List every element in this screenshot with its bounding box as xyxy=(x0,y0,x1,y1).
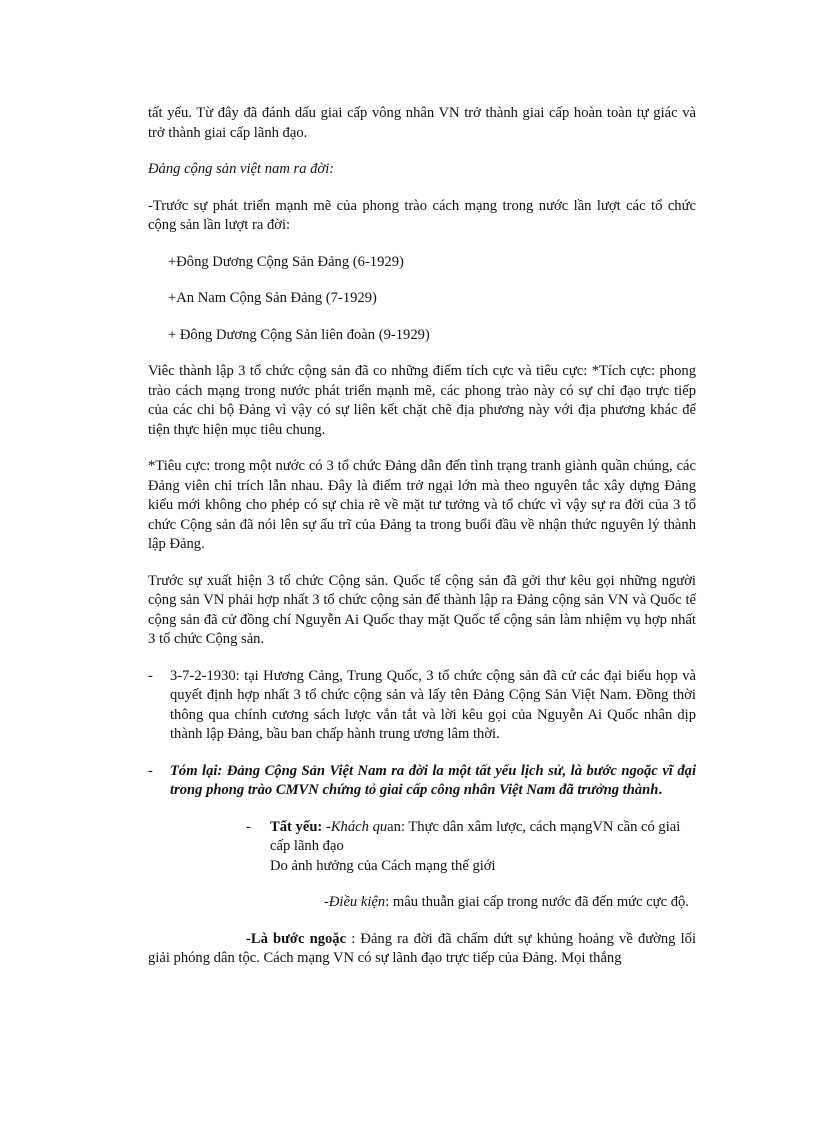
bullet-dash: - xyxy=(148,667,153,684)
sub-bullet-text xyxy=(270,818,696,877)
world-influence: Do ảnh hưởng của Cách mạng thế giới xyxy=(270,857,496,874)
bullet-summary xyxy=(148,762,696,801)
turning-point-label: -Là bước ngoặc xyxy=(246,930,347,947)
objective-label: -Khách qu xyxy=(325,818,388,835)
condition-label: -Điều kiện xyxy=(324,894,386,910)
objective-text: an: Thực dân xâm lược, cách mạngVN cần có giai cấp lãnh đạo xyxy=(270,818,681,854)
bullet-founding-text: 3-7-2-1930: tại Hương Cảng, Trung Quốc, 3 tổ chức cộng sản đã cử các đại biểu họp và quyết định hợp nhất 3 tổ chức cộng sản và lấy tên Đảng Cộng Sản Việt Nam. Đồng thời thông qua chính cương sách lược vắn tắt và lời kêu gọi của Nguyễn Ai Quốc nhân dịp thành lập Đảng, bầu ban chấp hành trung ương lâm thời. xyxy=(170,667,696,742)
paragraph-condition xyxy=(148,893,696,913)
org-item-1: +Đông Dương Cộng Sản Đảng (6-1929) xyxy=(168,253,404,270)
sub-bullet-necessity xyxy=(246,818,696,877)
condition-text: : mâu thuẫn giai cấp trong nước đã đến mức cực độ. xyxy=(385,894,689,910)
paragraph-orgs-intro: -Trước sự phát triển mạnh mẽ của phong trào cách mạng trong nước lần lượt các tổ chức cộng sản lần lượt ra đời: xyxy=(148,197,696,233)
org-item-3: + Đông Dương Cộng Sản liên đoàn (9-1929) xyxy=(168,326,430,343)
paragraph-intro: tất yếu. Từ đây đã đánh dấu giai cấp vông nhân VN trở thành giai cấp hoàn toàn tự giác và trở thành giai cấp lãnh đạo. xyxy=(148,105,696,141)
turning-point-text: : Đảng ra đời đã chấm dứt sự khủng hoảng về đường lối giải phóng dân tộc. Cách mạng VN có sự lãnh đạo trực tiếp của Đảng. Mọi thắng xyxy=(148,930,697,966)
paragraph-turning-point xyxy=(148,930,696,969)
org-item-2: +An Nam Cộng Sản Đảng (7-1929) xyxy=(168,290,377,306)
document-page xyxy=(148,104,696,969)
summary-end: . xyxy=(658,782,663,798)
paragraph-negative: *Tiêu cực: trong một nước có 3 tổ chức Đảng dẫn đến tình trạng tranh giành quần chúng, các Đảng viên chỉ trích lẫn nhau. Đây là điểm trở ngại lớn mà theo nguyên tắc xây dựng Đảng kiểu mới không cho phép có sự chia rẽ về mặt tư tưởng và tổ chức vì vậy sự ra đời của 3 tổ chức Cộng sản đã nói lên sự ấu trĩ của Đảng ta trong buổi đầu về nhận thức nguyên lý thành lập Đảng. xyxy=(148,458,696,552)
necessity-label: Tất yếu: xyxy=(270,818,323,835)
paragraph-comintern: Trước sự xuất hiện 3 tổ chức Cộng sản. Quốc tế cộng sản đã gởi thư kêu gọi những người cộng sản VN phải hợp nhất 3 tổ chức cộng sản để thành lập ra Đảng cộng sản VN và Quốc tế cộng sản đã cử đồng chí Nguyễn Ai Quốc thay mặt Quốc tế cộng sản làm nhiệm vụ hợp nhất 3 tổ chức Cộng sản. xyxy=(148,572,696,647)
paragraph-positive: Viêc thành lập 3 tổ chức cộng sản đã co những điểm tích cực và tiêu cực: *Tích cực: phong trào cách mạng trong nước phát triển mạnh mẽ, các phong trào này có sự chỉ đạo trực tiếp của các chi bộ Đảng vì vậy có sự liên kết chặt chẽ địa phương này với địa phương khác để tiện thực hiện mục tiêu chung. xyxy=(148,363,696,438)
bullet-founding xyxy=(148,667,696,745)
section-heading: Đảng cộng sản việt nam ra đời: xyxy=(148,161,335,177)
bullet-dash: - xyxy=(148,762,153,779)
bullet-dash: - xyxy=(246,818,251,835)
summary-italic: Tóm lại: Đảng Cộng Sản Việt Nam ra đời la một tất yếu lịch sử, là bước ngoặc vĩ đại trong phong trào CMVN chứng tỏ giai cấp công nhân Việt Nam đã trưởng thành xyxy=(170,762,696,798)
bullet-summary-text xyxy=(170,762,696,801)
